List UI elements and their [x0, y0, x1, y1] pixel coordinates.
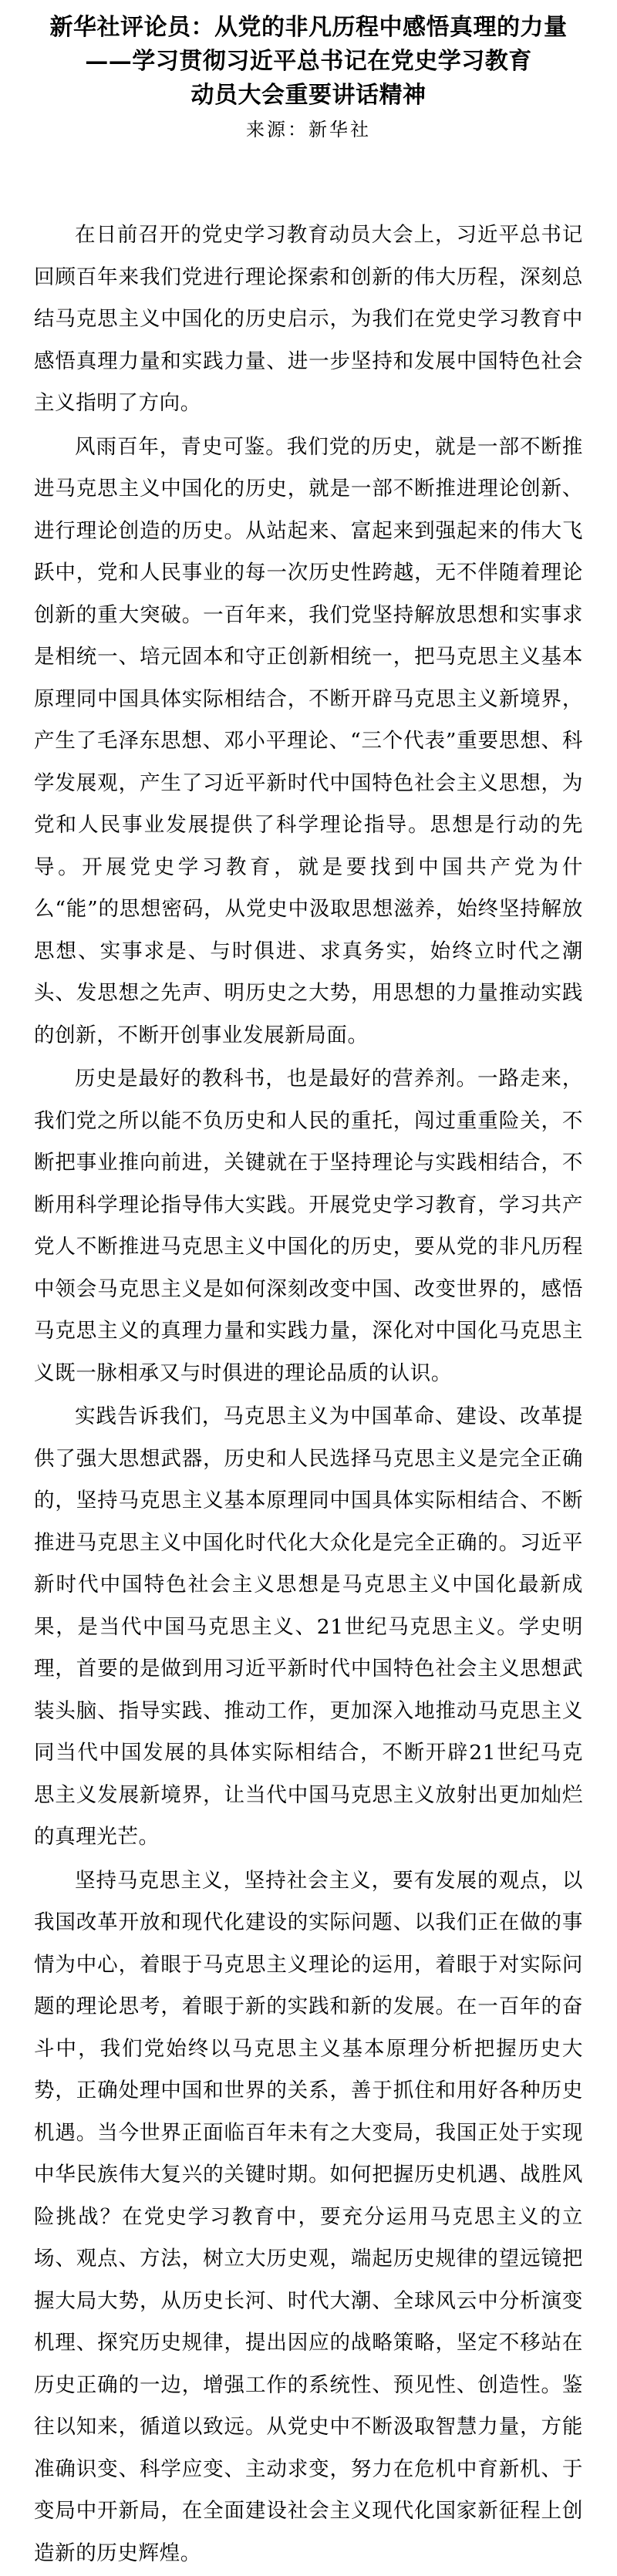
- paragraph-1: 在日前召开的党史学习教育动员大会上，习近平总书记回顾百年来我们党进行理论探索和创新的伟大历程，深刻总结马克思主义中国化的历史启示，为我们在党史学习教育中感悟真理力量和实践力量、进一步坚持和发展中国特色社会主义指明了方向。: [34, 223, 583, 415]
- article-title: [34, 11, 583, 113]
- title-line-2: ——学习贯彻习近平总书记在党史学习教育: [85, 48, 532, 75]
- paragraph-3: 历史是最好的教科书，也是最好的营养剂。一路走来，我们党之所以能不负历史和人民的重托，闯过重重险关，不断把事业推向前进，关键就在于坚持理论与实践相结合，不断用科学理论指导伟大实践。开展党史学习教育，学习共产党人不断推进马克思主义中国化的历史，要从党的非凡历程中领会马克思主义是如何深刻改变中国、改变世界的，感悟马克思主义的真理力量和实践力量，深化对中国化马克思主义既一脉相承又与时俱进的理论品质的认识。: [34, 1067, 583, 1385]
- title-line-3: 动员大会重要讲话精神: [190, 82, 427, 109]
- article-source: 来源：新华社: [246, 119, 371, 140]
- paragraph-4: 实践告诉我们，马克思主义为中国革命、建设、改革提供了强大思想武器，历史和人民选择马克思主义是完全正确的，坚持马克思主义基本原理同中国具体实际相结合、不断推进马克思主义中国化时代化大众化是完全正确的。习近平新时代中国特色社会主义思想是马克思主义中国化最新成果，是当代中国马克思主义、21世纪马克思主义。学史明理，首要的是做到用习近平新时代中国特色社会主义思想武装头脑、指导实践、推动工作，更加深入地推动马克思主义同当代中国发展的具体实际相结合，不断开辟21世纪马克思主义发展新境界，让当代中国马克思主义放射出更加灿烂的真理光芒。: [34, 1404, 583, 1849]
- paragraph-5: 坚持马克思主义，坚持社会主义，要有发展的观点，以我国改革开放和现代化建设的实际问题、以我们正在做的事情为中心，着眼于马克思主义理论的运用，着眼于对实际问题的理论思考，着眼于新的实践和新的发展。在一百年的奋斗中，我们党始终以马克思主义基本原理分析把握历史大势，正确处理中国和世界的关系，善于抓住和用好各种历史机遇。当今世界正面临百年未有之大变局，我国正处于实现中华民族伟大复兴的关键时期。如何把握历史机遇、战胜风险挑战？在党史学习教育中，要充分运用马克思主义的立场、观点、方法，树立大历史观，端起历史规律的望远镜把握大局大势，从历史长河、时代大潮、全球风云中分析演变机理、探究历史规律，提出因应的战略策略，坚定不移站在历史正确的一边，增强工作的系统性、预见性、创造性。鉴往以知来，循道以致远。从党史中不断汲取智慧力量，方能准确识变、科学应变、主动求变，努力在危机中育新机、于变局中开新局，在全面建设社会主义现代化国家新征程上创造新的历史辉煌。: [34, 1868, 583, 2565]
- paragraph-2: 风雨百年，青史可鉴。我们党的历史，就是一部不断推进马克思主义中国化的历史，就是一部不断推进理论创新、进行理论创造的历史。从站起来、富起来到强起来的伟大飞跃中，党和人民事业的每一次历史性跨越，无不伴随着理论创新的重大突破。一百年来，我们党坚持解放思想和实事求是相统一、培元固本和守正创新相统一，把马克思主义基本原理同中国具体实际相结合，不断开辟马克思主义新境界，产生了毛泽东思想、邓小平理论、“三个代表”重要思想、科学发展观，产生了习近平新时代中国特色社会主义思想，为党和人民事业发展提供了科学理论指导。思想是行动的先导。开展党史学习教育，就是要找到中国共产党为什么“能”的思想密码，从党史中汲取思想滋养，始终坚持解放思想、实事求是、与时俱进、求真务实，始终立时代之潮头、发思想之先声、明历史之大势，用思想的力量推动实践的创新，不断开创事业发展新局面。: [34, 434, 583, 1047]
- article: [34, 11, 583, 2576]
- title-line-1: 新华社评论员：从党的非凡历程中感悟真理的力量: [49, 14, 568, 41]
- article-body: [34, 214, 583, 2574]
